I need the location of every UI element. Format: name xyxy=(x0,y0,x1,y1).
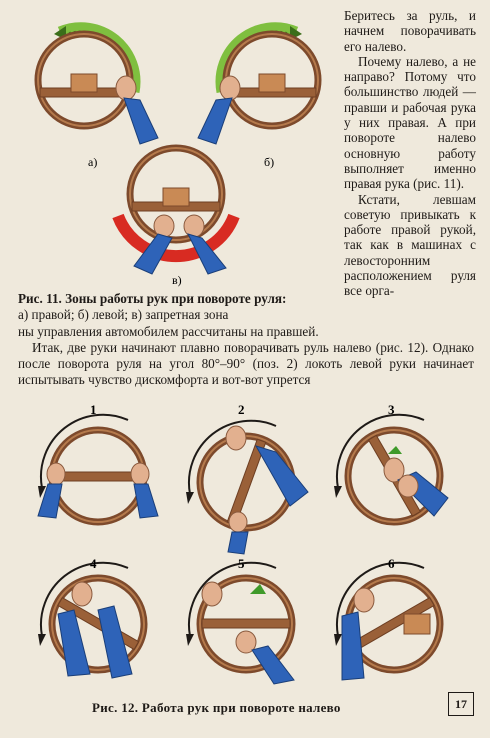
wheel-diagram-b xyxy=(198,26,318,144)
wheel-diagram-v xyxy=(118,148,234,274)
figure-11-caption xyxy=(18,291,344,323)
figure-11-label-a: а) xyxy=(88,155,98,169)
paragraph: Итак, две руки начинают плавно поворачивать руль налево (рис. 12). Однако после поворота руля на угол 80°–90° (поз. 2) локоть левой руки начинает испытывать чувство дискомфорта и вот-вот упрется xyxy=(18,340,474,387)
page-number: 17 xyxy=(448,692,474,716)
wheel-position-3 xyxy=(331,413,457,539)
wheel-position-4 xyxy=(35,561,161,687)
position-label-2: 2 xyxy=(238,402,245,417)
wheel-position-2 xyxy=(186,421,308,554)
wheel-position-5 xyxy=(186,563,294,684)
paragraph: Почему налево, а не направо? Потому что большинство людей — правши и рабочая рука у них правая. А при повороте налево основную работу выполняет именно правая рука (рис. 11). xyxy=(344,53,476,192)
wheel-diagram-a xyxy=(38,26,158,144)
paragraph: Кстати, левшам советую привыкать к работе правой рукой, так как в машинах с левосторонним расположением руля все орга- xyxy=(344,191,476,299)
figure-12-caption: Рис. 12. Работа рук при повороте налево xyxy=(92,700,341,715)
wheel-position-1 xyxy=(38,415,158,522)
body-text xyxy=(18,324,474,388)
figure-11-label-b: б) xyxy=(264,155,275,169)
figure-12-illustration xyxy=(18,398,474,688)
figure-11-label-v: в) xyxy=(172,273,182,287)
position-label-6: 6 xyxy=(388,556,395,571)
paragraph-continuation: ны управления автомобилем рассчитаны на правшей. xyxy=(18,324,319,339)
side-column-text xyxy=(344,8,476,299)
position-label-5: 5 xyxy=(238,556,245,571)
figure-11-caption-title: Рис. 11. Зоны работы рук при повороте руля: xyxy=(18,291,287,306)
position-label-1: 1 xyxy=(90,402,97,417)
paragraph: Беритесь за руль, и начнем поворачивать его налево. xyxy=(344,8,476,54)
position-label-3: 3 xyxy=(388,402,395,417)
wheel-position-6 xyxy=(331,561,457,687)
figure-11-illustration xyxy=(18,8,342,290)
figure-11-caption-items: а) правой; б) левой; в) запретная зона xyxy=(18,307,229,322)
position-label-4: 4 xyxy=(90,556,97,571)
